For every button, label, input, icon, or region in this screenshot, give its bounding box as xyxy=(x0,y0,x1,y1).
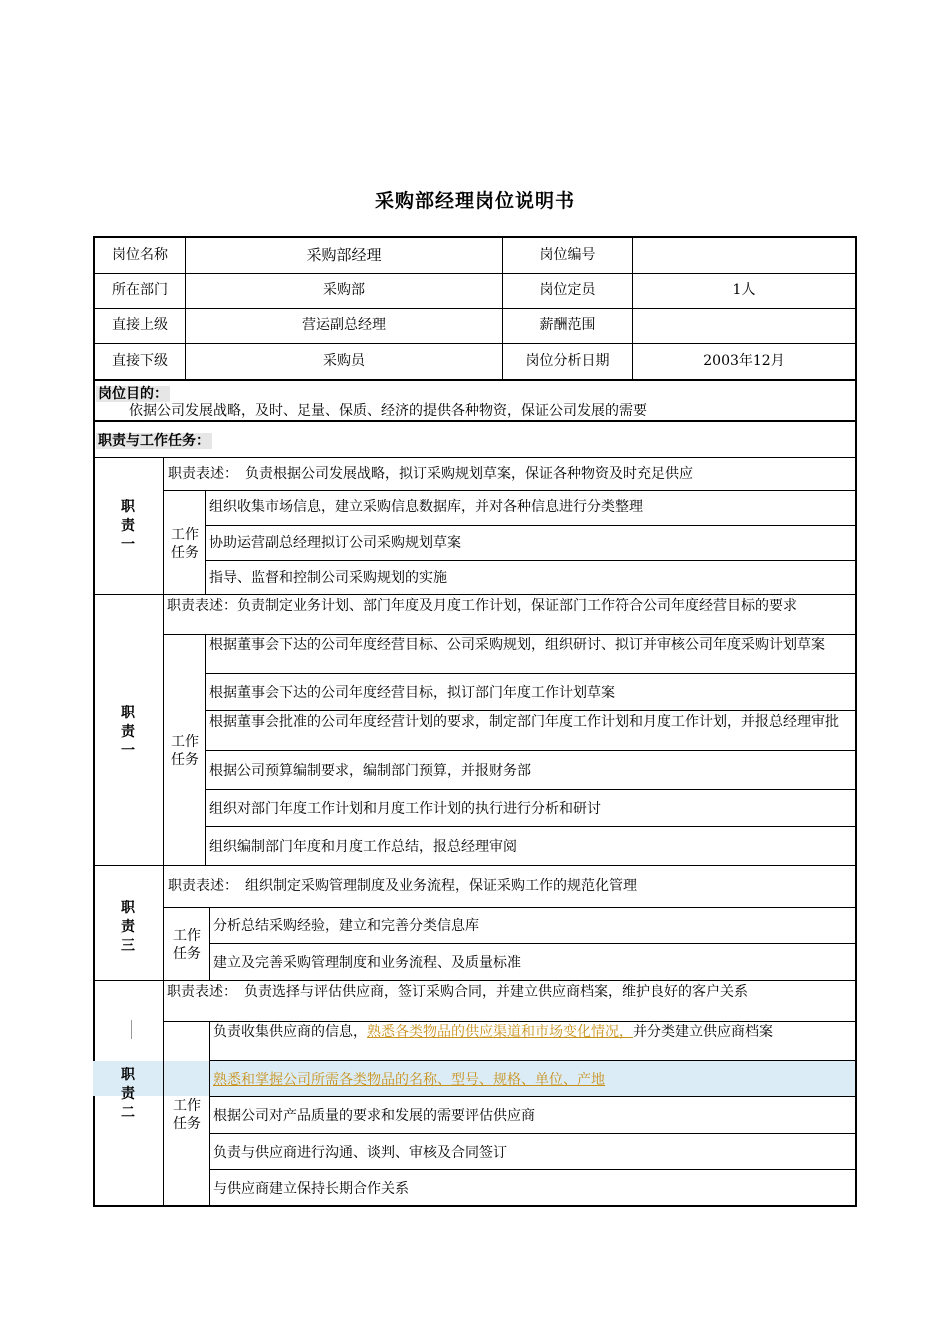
label-position-code: 岗位编号 xyxy=(539,247,596,263)
duty-4-task-2: 熟悉和掌握公司所需各类物品的名称、型号、规格、单位、产地 xyxy=(213,1072,605,1088)
label-department: 所在部门 xyxy=(112,282,168,298)
duty-2-statement: 职责表述：负责制定业务计划、部门年度及月度工作计划，保证部门工作符合公司年度经营目标的要求 xyxy=(167,598,797,614)
duty-1-task-label: 工作 任务 xyxy=(171,527,199,561)
duty-1-task-2: 协助运营副总经理拟订公司采购规划草案 xyxy=(209,535,461,551)
purpose-text: 依据公司发展战略，及时、足量、保质、经济的提供各种物资，保证公司发展的需要 xyxy=(129,403,647,419)
duty-4-task-1: 负责收集供应商的信息，熟悉各类物品的供应渠道和市场变化情况，并分类建立供应商档案 xyxy=(213,1024,773,1040)
duty-2-task-2: 根据董事会下达的公司年度经营目标，拟订部门年度工作计划草案 xyxy=(209,685,615,701)
duty-4-task-4: 负责与供应商进行沟通、谈判、审核及合同签订 xyxy=(213,1145,507,1161)
duty-4-task-5: 与供应商建立保持长期合作关系 xyxy=(213,1181,409,1197)
duty-2-task-1: 根据董事会下达的公司年度经营目标、公司采购规划，组织研讨、拟订并审核公司年度采购计划草案 xyxy=(209,637,825,653)
duty-3-task-label: 工作 任务 xyxy=(173,928,201,962)
duty-4-task-3: 根据公司对产品质量的要求和发展的需要评估供应商 xyxy=(213,1108,535,1124)
label-subordinate: 直接下级 xyxy=(112,353,168,369)
page-title: 采购部经理岗位说明书 xyxy=(374,190,575,212)
duty-3-statement: 职责表述： 组织制定采购管理制度及业务流程，保证采购工作的规范化管理 xyxy=(168,878,637,894)
duty-3-task-2: 建立及完善采购管理制度和业务流程、及质量标准 xyxy=(213,955,521,971)
duty-1-task-1: 组织收集市场信息，建立采购信息数据库，并对各种信息进行分类整理 xyxy=(209,499,643,515)
highlighted-text: 熟悉各类物品的供应渠道和市场变化情况， xyxy=(367,1024,633,1040)
superior: 营运副总经理 xyxy=(302,317,386,333)
duty-3-label: 职 责 三 xyxy=(121,900,135,954)
headcount: 1人 xyxy=(732,282,756,298)
duty-1-statement: 职责表述： 负责根据公司发展战略，拟订采购规划草案，保证各种物资及时充足供应 xyxy=(168,466,693,482)
subordinate: 采购员 xyxy=(323,353,365,369)
label-analysis-date: 岗位分析日期 xyxy=(525,353,610,369)
label-salary-range: 薪酬范围 xyxy=(539,317,596,333)
duty-2-task-3: 根据董事会批准的公司年度经营计划的要求，制定部门年度工作计划和月度工作计划，并报总经理审批 xyxy=(209,714,839,730)
purpose-heading: 岗位目的： xyxy=(98,386,168,402)
duty-2-label: 职 责 一 xyxy=(121,705,135,759)
duty-2-task-label: 工作 任务 xyxy=(171,734,199,768)
duty-4-task-label: 工作 任务 xyxy=(173,1098,201,1132)
duty-2-task-4: 根据公司预算编制要求，编制部门预算，并报财务部 xyxy=(209,763,531,779)
department: 采购部 xyxy=(323,282,365,298)
label-position-name: 岗位名称 xyxy=(112,247,168,263)
label-headcount: 岗位定员 xyxy=(539,282,596,298)
duty-4-label: 职 责 二 xyxy=(121,1067,135,1121)
label-superior: 直接上级 xyxy=(112,317,168,333)
duty-2-task-5: 组织对部门年度工作计划和月度工作计划的执行进行分析和研讨 xyxy=(209,801,601,817)
duties-heading: 职责与工作任务： xyxy=(98,433,210,449)
duty-1-task-3: 指导、监督和控制公司采购规划的实施 xyxy=(209,570,447,586)
duty-2-task-6: 组织编制部门年度和月度工作总结，报总经理审阅 xyxy=(209,839,517,855)
analysis-date: 2003年12月 xyxy=(703,353,785,369)
position-name: 采购部经理 xyxy=(306,246,382,264)
duty-1-label: 职 责 一 xyxy=(121,499,135,553)
job-description-table xyxy=(93,236,857,1207)
duty-4-statement: 职责表述： 负责选择与评估供应商，签订采购合同，并建立供应商档案，维护良好的客户关系 xyxy=(167,984,748,1000)
duty-3-task-1: 分析总结采购经验，建立和完善分类信息库 xyxy=(213,918,479,934)
